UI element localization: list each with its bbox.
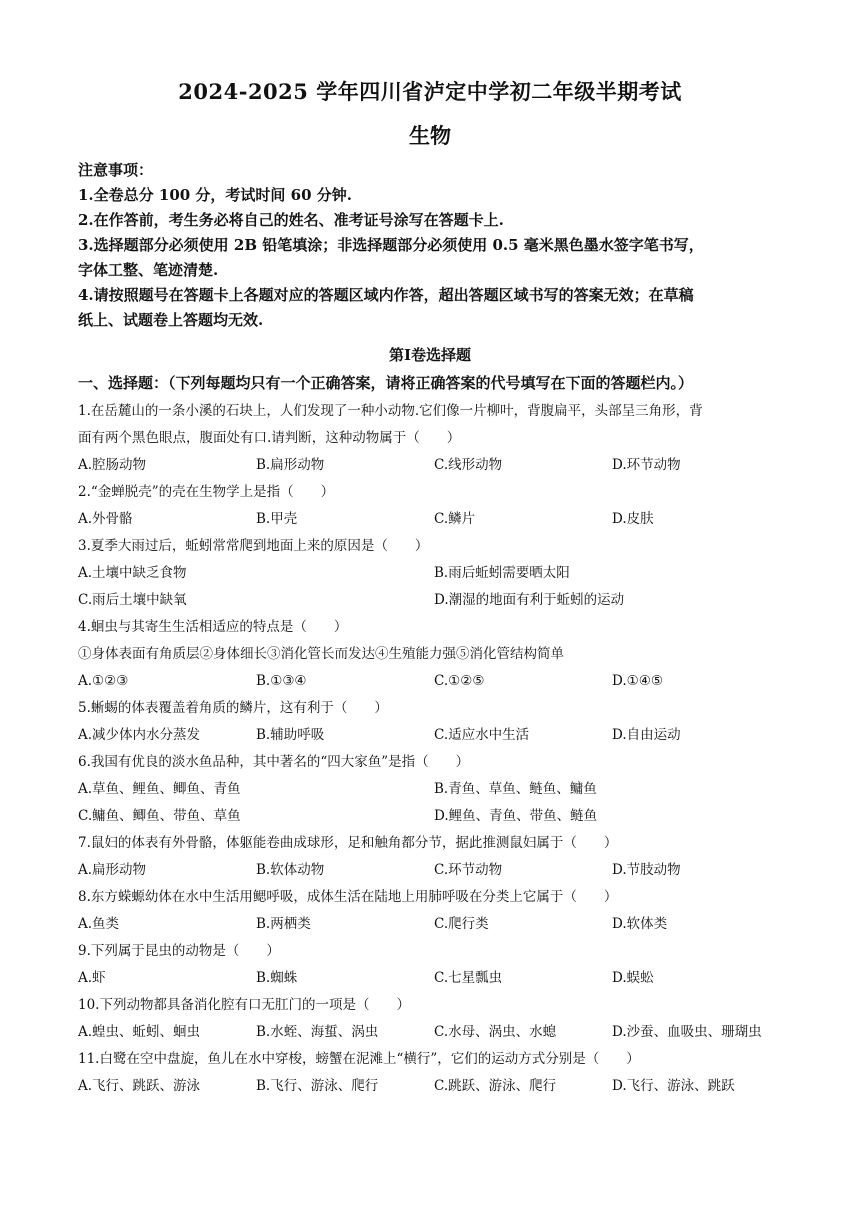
question-7	[78, 830, 790, 884]
question-8	[78, 884, 790, 938]
exam-title: 2024-2025 学年四川省泸定中学初二年级半期考试	[178, 79, 682, 104]
answer-option: B.扁形动物	[256, 457, 325, 473]
answer-option: D.蜈蚣	[612, 970, 654, 986]
answer-option: D.①④⑤	[612, 673, 663, 689]
question-list	[78, 398, 790, 1100]
answer-option: B.蜘蛛	[256, 970, 298, 986]
answer-option: C.适应水中生活	[434, 727, 530, 743]
answer-option: A.蝗虫、蚯蚓、蛔虫	[78, 1024, 201, 1040]
question-stem: 1.在岳麓山的一条小溪的石块上，人们发现了一种小动物.它们像一片柳叶，背腹扁平，头部呈三角形，背	[78, 403, 703, 419]
answer-option: D.皮肤	[612, 511, 654, 527]
question-stem: ①身体表面有角质层②身体细长③消化管长而发达④生殖能力强⑤消化管结构简单	[78, 646, 564, 662]
question-stem: 6.我国有优良的淡水鱼品种，其中著名的“四大家鱼”是指（ ）	[78, 754, 470, 770]
answer-option: A.鱼类	[78, 916, 120, 932]
answer-option: D.自由运动	[612, 727, 681, 743]
answer-option: A.扁形动物	[78, 862, 147, 878]
question-stem: 2.“金蝉脱壳”的壳在生物学上是指（ ）	[78, 484, 335, 500]
notice-block	[78, 158, 798, 333]
answer-option: B.水蛭、海蜇、涡虫	[256, 1024, 379, 1040]
question-stem: 面有两个黑色眼点，腹面处有口.请判断，这种动物属于（ ）	[78, 430, 461, 446]
answer-option: B.甲壳	[256, 511, 298, 527]
answer-option: A.土壤中缺乏食物	[78, 565, 187, 581]
answer-option: C.鳙鱼、鲫鱼、带鱼、草鱼	[78, 808, 241, 824]
exam-subject: 生物	[409, 123, 451, 148]
answer-option: D.鲤鱼、青鱼、带鱼、鲢鱼	[434, 808, 598, 824]
question-10	[78, 992, 790, 1046]
question-stem: 11.白鹭在空中盘旋，鱼儿在水中穿梭，螃蟹在泥滩上“横行”，它们的运动方式分别是（ ）	[78, 1051, 640, 1067]
question-stem: 7.鼠妇的体表有外骨骼，体躯能卷曲成球形，足和触角都分节，据此推测鼠妇属于（ ）	[78, 835, 618, 851]
answer-option: B.雨后蚯蚓需要晒太阳	[434, 565, 570, 581]
notice-line: 纸上、试题卷上答题均无效.	[78, 311, 264, 329]
option-row	[78, 722, 790, 749]
option-row	[78, 857, 790, 884]
answer-option: D.飞行、游泳、跳跃	[612, 1078, 735, 1094]
option-row	[78, 668, 790, 695]
option-row	[78, 911, 790, 938]
notice-line: 1.全卷总分 100 分，考试时间 60 分钟.	[78, 186, 352, 204]
answer-option: C.七星瓢虫	[434, 970, 503, 986]
answer-option: B.青鱼、草鱼、鲢鱼、鳙鱼	[434, 781, 597, 797]
answer-option: C.线形动物	[434, 457, 503, 473]
answer-option: A.虾	[78, 970, 106, 986]
question-1	[78, 398, 790, 479]
answer-option: A.①②③	[78, 673, 129, 689]
option-row	[78, 560, 790, 587]
question-stem: 8.东方蝾螈幼体在水中生活用鳃呼吸，成体生活在陆地上用肺呼吸在分类上它属于（ ）	[78, 889, 618, 905]
answer-option: C.雨后土壤中缺氧	[78, 592, 187, 608]
answer-option: A.外骨骼	[78, 511, 133, 527]
question-stem: 10.下列动物都具备消化腔有口无肛门的一项是（ ）	[78, 997, 410, 1013]
answer-option: D.沙蚕、血吸虫、珊瑚虫	[612, 1024, 762, 1040]
answer-option: D.环节动物	[612, 457, 681, 473]
answer-option: B.两栖类	[256, 916, 311, 932]
question-5	[78, 695, 790, 749]
answer-option: C.①②⑤	[434, 673, 485, 689]
notice-heading: 注意事项：	[78, 161, 154, 179]
option-row	[78, 1019, 790, 1046]
notice-line: 2.在作答前，考生务必将自己的姓名、准考证号涂写在答题卡上.	[78, 211, 504, 229]
option-row	[78, 452, 790, 479]
answer-option: A.腔肠动物	[78, 457, 147, 473]
notice-line: 3.选择题部分必须使用 2B 铅笔填涂；非选择题部分必须使用 0.5 毫米黑色墨水签字笔书写，	[78, 236, 704, 254]
answer-option: C.爬行类	[434, 916, 489, 932]
answer-option: B.软体动物	[256, 862, 325, 878]
option-row	[78, 1073, 790, 1100]
question-4	[78, 614, 790, 695]
option-row	[78, 965, 790, 992]
question-9	[78, 938, 790, 992]
answer-option: B.飞行、游泳、爬行	[256, 1078, 379, 1094]
question-6	[78, 749, 790, 830]
notice-line: 字体工整、笔迹清楚.	[78, 261, 219, 279]
answer-option: A.草鱼、鲤鱼、鲫鱼、青鱼	[78, 781, 241, 797]
notice-line: 4.请按照题号在答题卡上各题对应的答题区域内作答，超出答题区域书写的答案无效；在草稿	[78, 286, 694, 304]
question-stem: 3.夏季大雨过后，蚯蚓常常爬到地面上来的原因是（ ）	[78, 538, 429, 554]
option-row	[78, 776, 790, 803]
answer-option: D.软体类	[612, 916, 668, 932]
option-row	[78, 803, 790, 830]
question-stem: 9.下列属于昆虫的动物是（ ）	[78, 943, 280, 959]
answer-option: D.潮湿的地面有利于蚯蚓的运动	[434, 592, 625, 608]
answer-option: C.鳞片	[434, 511, 476, 527]
section-title: 第Ⅰ卷选择题	[388, 346, 472, 364]
option-row	[78, 587, 790, 614]
answer-option: C.环节动物	[434, 862, 503, 878]
answer-option: C.跳跃、游泳、爬行	[434, 1078, 557, 1094]
question-3	[78, 533, 790, 614]
answer-option: C.水母、涡虫、水螅	[434, 1024, 557, 1040]
question-11	[78, 1046, 790, 1100]
answer-option: A.飞行、跳跃、游泳	[78, 1078, 201, 1094]
question-stem: 5.蜥蜴的体表覆盖着角质的鳞片，这有利于（ ）	[78, 700, 388, 716]
option-row	[78, 506, 790, 533]
question-stem: 4.蛔虫与其寄生生活相适应的特点是（ ）	[78, 619, 348, 635]
answer-option: A.减少体内水分蒸发	[78, 727, 201, 743]
answer-option: D.节肢动物	[612, 862, 681, 878]
answer-option: B.①③④	[256, 673, 307, 689]
question-2	[78, 479, 790, 533]
answer-option: B.辅助呼吸	[256, 727, 325, 743]
part-heading: 一、选择题：（下列每题均只有一个正确答案，请将正确答案的代号填写在下面的答题栏内。）	[78, 374, 694, 392]
